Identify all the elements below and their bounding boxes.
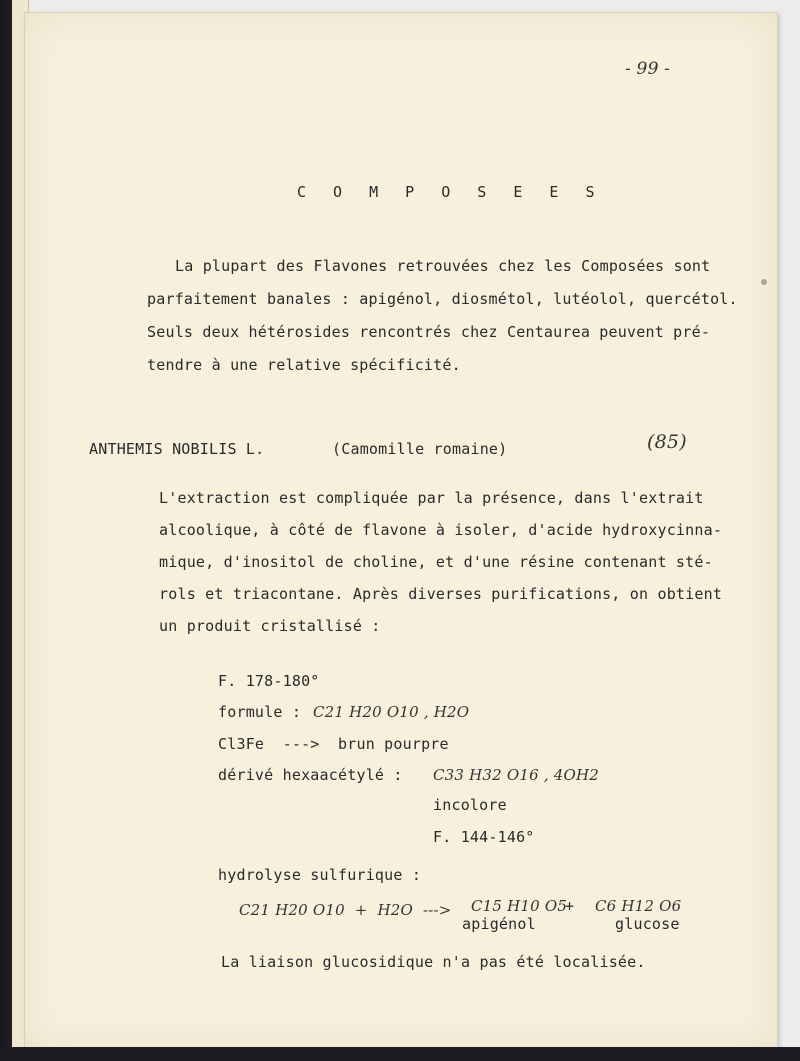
product-2-name: glucose — [615, 915, 680, 933]
ink-smudge — [761, 279, 767, 285]
species-common-name: (Camomille romaine) — [332, 440, 508, 458]
extraction-line-2: alcoolique, à côté de flavone à isoler, d'acide hydroxycinna- — [159, 521, 723, 539]
derivative-formula: C33 H32 O16 , 4OH2 — [433, 766, 600, 784]
page-number: - 99 - — [625, 59, 671, 79]
extraction-line-4: rols et triacontane. Après diverses purifications, on obtient — [159, 585, 723, 603]
conclusion-text: La liaison glucosidique n'a pas été localisée. — [221, 953, 646, 971]
intro-line-4: tendre à une relative spécificité. — [147, 356, 461, 374]
document-page — [24, 12, 778, 1050]
derivative-color: incolore — [433, 796, 507, 814]
product-1-name: apigénol — [462, 915, 536, 933]
intro-line-3: Seuls deux hétérosides rencontrés chez Centaurea peuvent pré- — [147, 323, 711, 341]
formula-label: formule : — [218, 703, 302, 721]
derivative-melting-point: F. 144-146° — [433, 828, 535, 846]
extraction-line-3: mique, d'inositol de choline, et d'une résine contenant sté- — [159, 553, 713, 571]
formula-value: C21 H20 O10 , H2O — [313, 703, 470, 721]
intro-line-1: La plupart des Flavones retrouvées chez les Composées sont — [175, 257, 711, 275]
hydrolysis-label: hydrolyse sulfurique : — [218, 866, 422, 884]
intro-line-2: parfaitement banales : apigénol, diosmétol, lutéolol, quercétol. — [147, 290, 738, 308]
plus-sign: + — [565, 897, 575, 915]
product-2-formula: C6 H12 O6 — [595, 897, 682, 915]
page-title: C O M P O S E E S — [297, 183, 604, 201]
ferric-chloride-test: Cl3Fe ---> brun pourpre — [218, 735, 449, 753]
hydrolysis-reactants: C21 H20 O10 + H2O ---> — [239, 901, 452, 919]
extraction-line-1: L'extraction est compliquée par la présence, dans l'extrait — [159, 489, 704, 507]
species-name: ANTHEMIS NOBILIS L. — [89, 440, 265, 458]
melting-point: F. 178-180° — [218, 672, 320, 690]
derivative-label: dérivé hexaacétylé : — [218, 766, 403, 784]
scanner-bottom-edge — [0, 1047, 800, 1061]
reference-number: (85) — [647, 431, 687, 453]
extraction-line-5: un produit cristallisé : — [159, 617, 381, 635]
product-1-formula: C15 H10 O5 — [471, 897, 568, 915]
